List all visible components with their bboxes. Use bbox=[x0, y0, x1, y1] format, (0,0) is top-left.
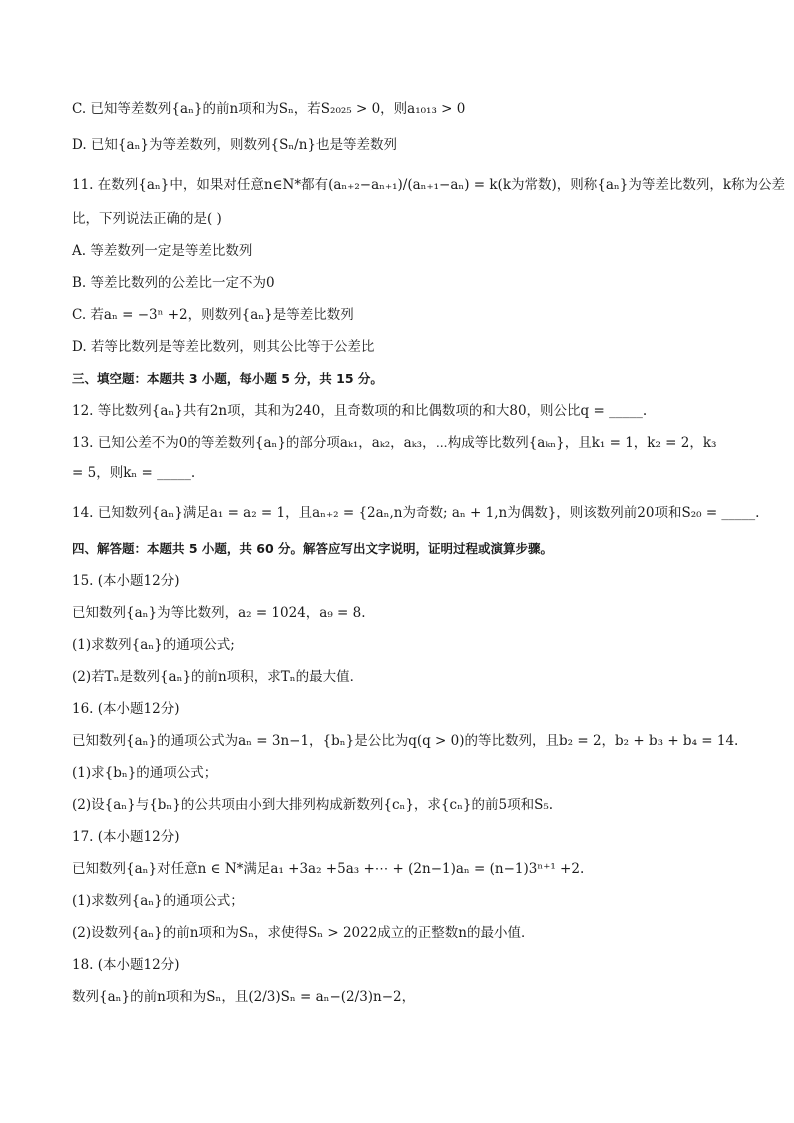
option-11b: B. 等差比数列的公差比一定不为0 bbox=[72, 275, 275, 291]
question-16-stem: 已知数列{aₙ}的通项公式为aₙ = 3n−1，{bₙ}是公比为q(q > 0)的等比数列，且b₂ = 2，b₂ + b₃ + b₄ = 14. bbox=[72, 733, 739, 749]
question-17-title: 17. (本小题12分) bbox=[72, 829, 180, 845]
question-11-stem: 11. 在数列{aₙ}中，如果对任意n∈N*都有(aₙ₊₂−aₙ₊₁)/(aₙ₊₁−aₙ) = k(k为常数)，则称{aₙ}为等差比数列，k称为公差 bbox=[72, 177, 786, 193]
question-15-part-2: (2)若Tₙ是数列{aₙ}的前n项积，求Tₙ的最大值． bbox=[72, 669, 364, 685]
exam-page bbox=[72, 100, 786, 1006]
question-18-title: 18. (本小题12分) bbox=[72, 957, 180, 973]
question-14: 14. 已知数列{aₙ}满足a₁ = a₂ = 1，且aₙ₊₂ = {2aₙ,n为奇数; aₙ + 1,n为偶数}，则该数列前20项和S₂₀ = _____. bbox=[72, 505, 760, 521]
question-17-stem: 已知数列{aₙ}对任意n ∈ N*满足a₁ +3a₂ +5a₃ +⋯ + (2n−1)aₙ = (n−1)3ⁿ⁺¹ +2. bbox=[72, 861, 585, 877]
option-11d: D. 若等比数列是等差比数列，则其公比等于公差比 bbox=[72, 339, 375, 355]
question-13: 13. 已知公差不为0的等差数列{aₙ}的部分项aₖ₁，aₖ₂，aₖ₃，⋯构成等比数列{aₖₙ}，且k₁ = 1，k₂ = 2，k₃ bbox=[72, 435, 717, 451]
option-11a: A. 等差数列一定是等差比数列 bbox=[72, 243, 253, 259]
question-15-part-1: (1)求数列{aₙ}的通项公式; bbox=[72, 637, 235, 653]
question-17-part-2: (2)设数列{aₙ}的前n项和为Sₙ，求使得Sₙ > 2022成立的正整数n的最小值． bbox=[72, 925, 535, 941]
option-10d: D. 已知{aₙ}为等差数列，则数列{Sₙ/n}也是等差数列 bbox=[72, 137, 398, 153]
option-11c: C. 若aₙ = −3ⁿ +2，则数列{aₙ}是等差比数列 bbox=[72, 307, 354, 323]
question-15-title: 15. (本小题12分) bbox=[72, 573, 180, 589]
question-17-part-1: (1)求数列{aₙ}的通项公式； bbox=[72, 893, 244, 909]
question-11-stem-cont: 比，下列说法正确的是( ) bbox=[72, 211, 222, 227]
section-fill-in-heading: 三、填空题：本题共 3 小题，每小题 5 分，共 15 分。 bbox=[72, 371, 383, 386]
option-10c: C. 已知等差数列{aₙ}的前n项和为Sₙ，若S₂₀₂₅ > 0，则a₁₀₁₃ > 0 bbox=[72, 101, 466, 117]
question-12: 12. 等比数列{aₙ}共有2n项，其和为240，且奇数项的和比偶数项的和大80，则公比q = _____. bbox=[72, 403, 648, 419]
section-answer-heading: 四、解答题：本题共 5 小题，共 60 分。解答应写出文字说明，证明过程或演算步骤。 bbox=[72, 541, 554, 556]
question-15-stem: 已知数列{aₙ}为等比数列，a₂ = 1024，a₉ = 8. bbox=[72, 605, 366, 621]
question-16-part-2: (2)设{aₙ}与{bₙ}的公共项由小到大排列构成新数列{cₙ}，求{cₙ}的前5项和S₅. bbox=[72, 797, 554, 813]
question-13-cont: = 5，则kₙ = _____. bbox=[72, 465, 196, 481]
question-16-title: 16. (本小题12分) bbox=[72, 701, 180, 717]
question-16-part-1: (1)求{bₙ}的通项公式； bbox=[72, 765, 218, 781]
question-18-stem: 数列{aₙ}的前n项和为Sₙ，且(2/3)Sₙ = aₙ−(2/3)n−2， bbox=[72, 989, 416, 1005]
